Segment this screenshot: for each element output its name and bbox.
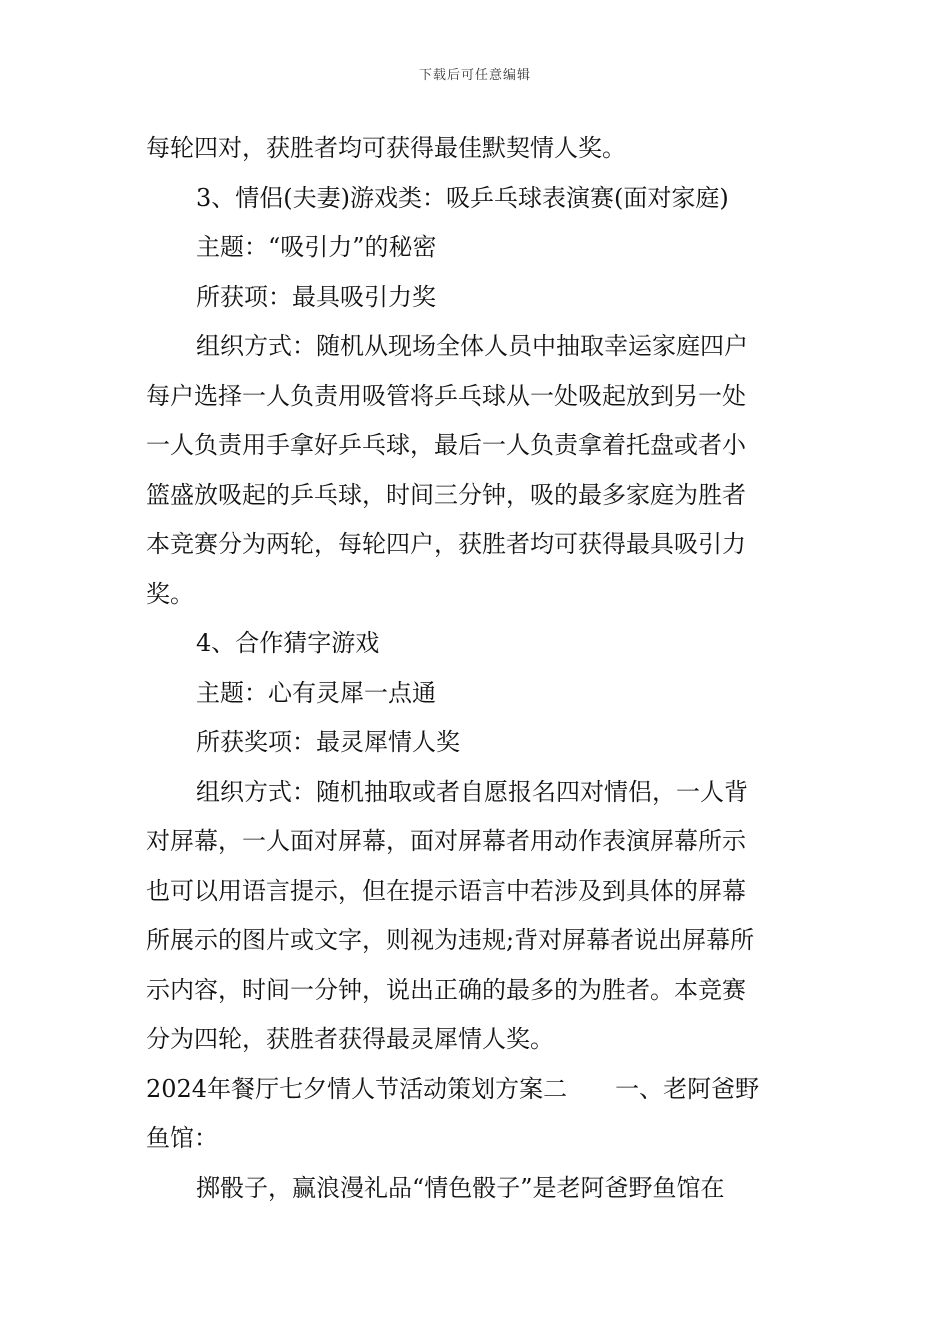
text-line-10: 奖。 — [146, 579, 194, 608]
text-line-6: 每户选择一人负责用吸管将乒乓球从一处吸起放到另一处 — [146, 381, 746, 410]
text-line-2: 3、情侣(夫妻)游戏类：吸乒乓球表演赛(面对家庭) — [196, 183, 729, 212]
text-line-14: 组织方式：随机抽取或者自愿报名四对情侣，一人背 — [196, 777, 748, 806]
text-line-7: 一人负责用手拿好乒乓球，最后一人负责拿着托盘或者小 — [146, 431, 746, 459]
text-line-12: 主题：心有灵犀一点通 — [196, 678, 436, 707]
text-line-4: 所获项：最具吸引力奖 — [196, 282, 436, 311]
section-title-line — [146, 1065, 810, 1115]
text-line-13: 所获奖项：最灵犀情人奖 — [196, 728, 460, 756]
text-line-22: 掷骰子，赢浪漫礼品“情色骰子”是老阿爸野鱼馆在 — [196, 1173, 725, 1202]
text-line-18: 示内容，时间一分钟，说出正确的最多的为胜者。本竞赛 — [146, 975, 746, 1004]
text-line-17: 所展示的图片或文字，则视为违规;背对屏幕者说出屏幕所 — [146, 926, 755, 954]
text-line-9: 本竞赛分为两轮，每轮四户，获胜者均可获得最具吸引力 — [146, 530, 746, 558]
section-title: 2024年餐厅七夕情人节活动策划方案二 — [146, 1074, 568, 1103]
text-line-1: 每轮四对，获胜者均可获得最佳默契情人奖。 — [146, 134, 626, 162]
page-header: 下载后可任意编辑 — [418, 68, 531, 83]
document-body — [146, 124, 810, 1213]
text-line-21: 鱼馆： — [146, 1124, 218, 1152]
text-line-15: 对屏幕，一人面对屏幕，面对屏幕者用动作表演屏幕所示 — [146, 827, 746, 855]
text-line-19: 分为四轮，获胜者获得最灵犀情人奖。 — [146, 1025, 554, 1053]
text-line-11: 4、合作猜字游戏 — [196, 629, 380, 657]
text-line-5: 组织方式：随机从现场全体人员中抽取幸运家庭四户 — [196, 332, 748, 360]
section-subtitle: 一、老阿爸野 — [615, 1074, 760, 1103]
text-line-3: 主题：“吸引力”的秘密 — [196, 233, 437, 261]
text-line-8: 篮盛放吸起的乒乓球，时间三分钟，吸的最多家庭为胜者 — [146, 480, 746, 509]
text-line-16: 也可以用语言提示，但在提示语言中若涉及到具体的屏幕 — [146, 876, 746, 905]
